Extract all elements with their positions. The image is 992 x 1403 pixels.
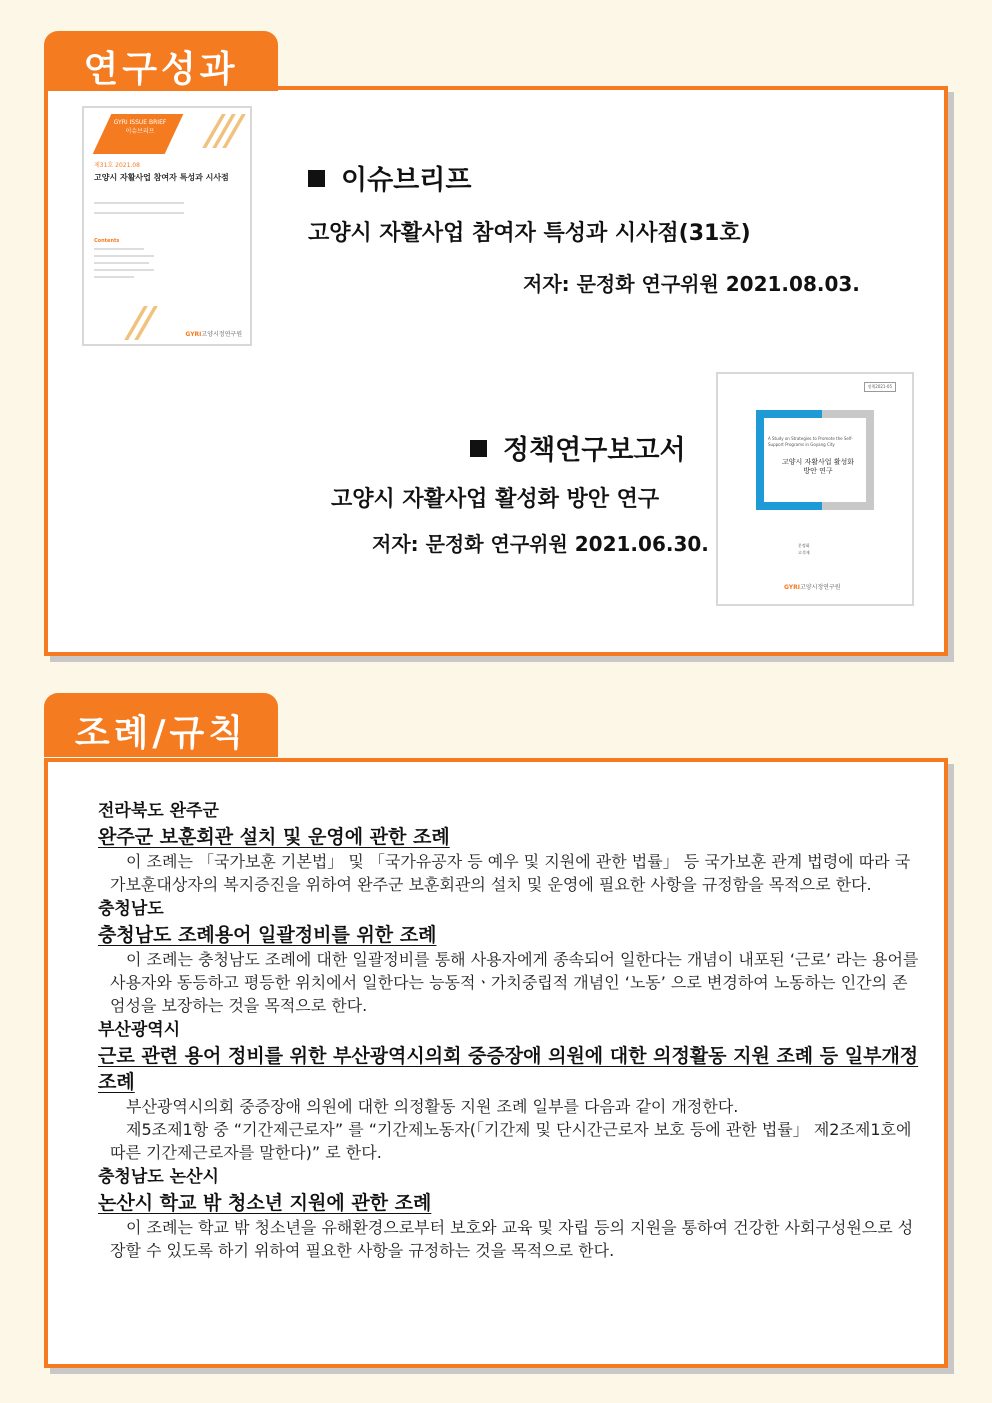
ordinance-item (98, 798, 922, 896)
issue-brief-title[interactable]: 고양시 자활사업 참여자 특성과 시사점(31호) (308, 221, 751, 246)
square-bullet-icon (308, 170, 325, 187)
thumbnail-korean-title: 고양시 자활사업 활성화 방안 연구 (781, 458, 855, 475)
ordinance-paragraph: 이 조례는 학교 밖 청소년을 유해환경으로부터 보호와 교육 및 자립 등의 지원을 통하여 건강한 사회구성원으로 성장할 수 있도록 하기 위하여 필요한 사항을 규정하는 것을 목적으로 한다. (110, 1218, 914, 1260)
thumbnail-line (94, 262, 149, 264)
section-tab-research (44, 31, 278, 91)
issue-brief-heading: 이슈브리프 (308, 158, 471, 197)
thumbnail-contents-label: Contents (94, 238, 120, 244)
section-tab-ordinances (44, 693, 278, 757)
ordinance-region: 충청남도 (98, 899, 164, 919)
ordinance-item (98, 1164, 922, 1262)
ordinance-title[interactable]: 논산시 학교 밖 청소년 지원에 관한 조례 (98, 1192, 432, 1214)
ordinance-title[interactable]: 충청남도 조례용어 일괄정비를 위한 조례 (98, 924, 437, 946)
research-panel (44, 86, 948, 656)
section-tab-label: 연구성과 (83, 49, 239, 90)
issue-brief-thumbnail[interactable] (82, 106, 252, 346)
ordinance-body (98, 850, 922, 896)
thumbnail-authors: 문정화 고석재 (798, 543, 810, 555)
ordinances-panel (44, 758, 948, 1368)
thumbnail-number: 제31호 2021.08 (94, 162, 140, 169)
thumbnail-badge: 정책2021-05 (864, 382, 896, 392)
thumbnail-line (94, 212, 184, 214)
thumbnail-line (94, 255, 154, 257)
policy-report-thumbnail[interactable] (716, 372, 914, 606)
thumbnail-logo: GYRI고양시정연구원 (185, 331, 242, 338)
ordinance-body (98, 948, 922, 1017)
ordinance-paragraph: 이 조례는 충청남도 조례에 대한 일괄정비를 통해 사용자에게 종속되어 일한다는 개념이 내포된 ‘근로’ 라는 용어를 사용자와 동등하고 평등한 위치에서 일한다는 능동적ㆍ가치중립적 개념인 ‘노동’ 으로 변경하여 노동하는 인간의 존엄성을 보장하는 것을 목적으로 한다. (110, 950, 919, 1015)
ordinance-list (98, 798, 922, 1262)
ordinance-paragraph: 제5조제1항 중 “기간제근로자” 를 “기간제노동자(「기간제 및 단시간근로자 보호 등에 관한 법률」 제2조제1호에 따른 기간제근로자를 말한다)” 로 한다. (110, 1120, 912, 1162)
thumbnail-line (94, 202, 184, 204)
thumbnail-band-text: GYRI ISSUE BRIEF 이슈브리프 (113, 119, 167, 135)
section-tab-label: 조례/규칙 (74, 713, 248, 754)
thumbnail-english-title: A Study on Strategies to Promote the Self-Support Programs in Goyang City (768, 436, 853, 447)
policy-report-title[interactable]: 고양시 자활사업 활성화 방안 연구 (331, 487, 660, 512)
ordinance-region: 전라북도 완주군 (98, 801, 219, 821)
ordinance-body (98, 1216, 922, 1262)
ordinance-title[interactable]: 완주군 보훈회관 설치 및 운영에 관한 조례 (98, 826, 450, 848)
ordinance-title[interactable]: 근로 관련 용어 정비를 위한 부산광역시의회 중증장애 의원에 대한 의정활동 지원 조례 등 일부개정조례 (98, 1045, 919, 1093)
ordinance-paragraph: 이 조례는 「국가보훈 기본법」 및 「국가유공자 등 예우 및 지원에 관한 법률」 등 국가보훈 관계 법령에 따라 국가보훈대상자의 복지증진을 위하여 완주군 보훈회관의 설치 및 운영에 필요한 사항을 규정함을 목적으로 한다. (110, 852, 911, 894)
ordinance-region: 충청남도 논산시 (98, 1167, 219, 1187)
ordinance-region: 부산광역시 (98, 1020, 181, 1040)
thumbnail-title: 고양시 자활사업 참여자 특성과 시사점 (94, 173, 229, 182)
ordinance-item (98, 896, 922, 1017)
thumbnail-line (94, 248, 144, 250)
ordinance-item (98, 1017, 922, 1164)
issue-brief-author: 저자: 문정화 연구위원 2021.08.03. (523, 272, 860, 296)
square-bullet-icon (470, 440, 487, 457)
policy-report-heading: 정책연구보고서 (470, 428, 686, 467)
thumbnail-logo: GYRI고양시정연구원 (784, 584, 841, 591)
ordinance-body (98, 1095, 922, 1164)
policy-report-author: 저자: 문정화 연구위원 2021.06.30. (372, 532, 709, 556)
ordinance-paragraph: 부산광역시의회 중증장애 의원에 대한 의정활동 지원 조례 일부를 다음과 같이 개정한다. (126, 1097, 739, 1116)
thumbnail-line (94, 276, 134, 278)
thumbnail-line (94, 269, 154, 271)
